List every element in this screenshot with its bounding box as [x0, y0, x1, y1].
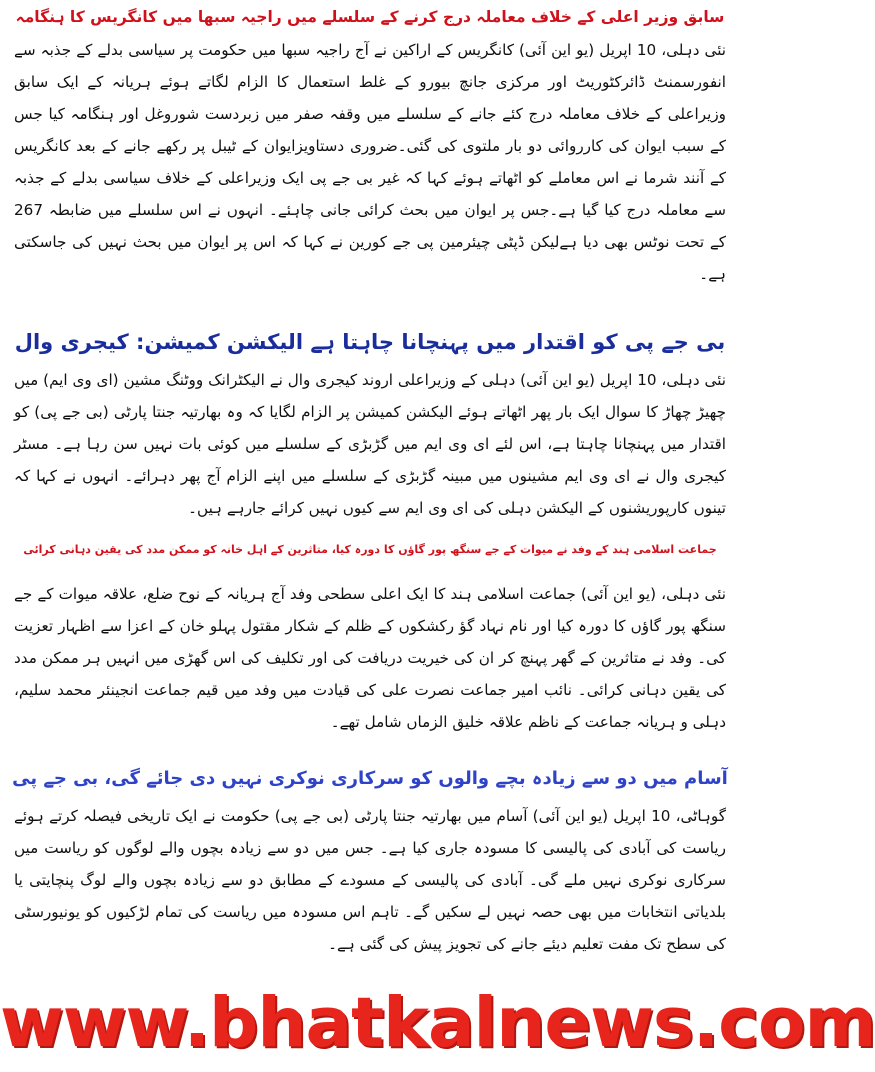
article-body-kejriwal-election-commission: نئی دہلی، 10 اپریل (یو این آئی) دہلی کے وزیراعلی اروند کیجری وال نے الیکٹرانک ووٹنگ مشین (ای وی ایم) میں چھیڑ چھاڑ کا سوال ایک بار پھر اٹھاتے ہوئے الیکشن کمیشن پر الزام لگایا کہ وہ بھارتیہ جنتا پارٹی (بی جے پی) کو اقتدار میں پہنچانا چاہتا ہے، اس لئے ای وی ایم میں گڑبڑی کے سلسلے میں کوئی بات نہیں سن رہا ہے۔ مسٹر کیجری وال نے ای وی ایم مشینوں میں مبینہ گڑبڑی کے سلسلے میں اپنے الزام آج پھر دہرائے۔ انہوں نے کہا کہ تینوں کارپوریشنوں کے الیکشن دہلی کی ای وی ایم سے کیوں نہیں کرائے جارہے ہیں۔	[14, 371, 727, 517]
headline-kejriwal-election-commission: بی جے پی کو اقتدار میں پہنچانا چاہتا ہے الیکشن کمیشن: کیجری وال	[14, 330, 726, 354]
site-logo-url: www.bhatkalnews.com	[0, 983, 875, 1063]
article-body-jamaat-mewat-visit: نئی دہلی، (یو این آئی) جماعت اسلامی ہند کا ایک اعلی سطحی وفد آج ہریانہ کے نوح ضلع، علاقہ میوات کے جے سنگھ پور گاؤں کا دورہ کیا اور نام نہاد گؤ رکشکوں کے ظلم کے شکار مقتول پہلو خان کے اعزا سے اظہار تعزیت کی۔ وفد نے متاثرین کے گھر پہنچ کر ان کی خیریت دریافت کی اور تکلیف کی اس گھڑی میں انہیں ہر ممکن مدد کی یقین دہانی کرائی۔ نائب امیر جماعت نصرت علی کی قیادت میں وفد میں قیم جماعت انجینئر محمد سلیم، دہلی و ہریانہ جماعت کے ناظم علاقہ خلیق الزماں شامل تھے۔	[14, 585, 726, 731]
headline-assam-two-child-policy: آسام میں دو سے زیادہ بچے والوں کو سرکاری نوکری نہیں دی جائے گی، بی جے پی	[12, 768, 728, 789]
article-body-assam-two-child-policy: گوہاٹی، 10 اپریل (یو این آئی) آسام میں بھارتیہ جنتا پارٹی (بی جے پی) حکومت نے ایک تاریخی فیصلہ کرتے ہوئے ریاست کی آبادی کی پالیسی کا مسودہ جاری کیا ہے۔ جس میں دو سے زیادہ بچوں والے لوگوں کو ریاست میں سرکاری نوکری نہیں ملے گی۔ آبادی کی پالیسی کے مسودے کے مطابق دو سے زیادہ بچوں والے لوگ پنچایتی یا بلدیاتی انتخابات میں بھی حصہ نہیں لے سکیں گے۔ تاہم اس مسودہ میں ریاست کی تمام لڑکیوں کو یونیورسٹی کی سطح تک مفت تعلیم دیئے جانے کی تجویز پیش کی گئی ہے۔	[14, 807, 727, 953]
headline-jamaat-mewat-visit: جماعت اسلامی ہند کے وفد نے میوات کے جے سنگھ پور گاؤں کا دورہ کیا، متاثرین کے اہل خانہ کو ممکن مدد کی یقین دہانی کرائی	[23, 543, 717, 556]
article-body-congress-rajya-sabha: نئی دہلی، 10 اپریل (یو این آئی) کانگریس کے اراکین نے آج راجیہ سبھا میں حکومت پر سیاسی بدلے کے جذبہ سے انفورسمنٹ ڈائرکٹوریٹ اور مرکزی جانچ بیورو کے غلط استعمال کا الزام لگاتے ہوئے ہریانہ کے ایک سابق وزیراعلی کے خلاف معاملہ درج کئے جانے کے سلسلے میں وقفہ صفر میں زبردست شوروغل اور ہنگامہ کیا جس کے سبب ایوان کی کارروائی دو بار ملتوی کی گئی۔ضروری دستاویزایوان کے ٹیبل پر رکھے جانے کے بعد کانگریس کے آنند شرما نے اس معاملے کو اٹھاتے ہوئے کہا کہ غیر بی جے پی ایک وزیراعلی کے خلاف سیاسی بدلے کے جذبہ سے معاملہ درج کیا گیا ہے۔جس پر ایوان میں بحث کرائی جانی چاہئے۔ انہوں نے اس سلسلے میں ضابطہ 267 کے تحت نوٹس بھی دیا ہےلیکن ڈپٹی چیئرمین پی جے کورین نے کہا کہ اس پر ایوان میں بحث نہیں کی جاسکتی ہے۔	[14, 41, 726, 283]
headline-congress-rajya-sabha: سابق وزیر اعلی کے خلاف معاملہ درج کرنے کے سلسلے میں راجیہ سبھا میں کانگریس کا ہنگامہ	[15, 8, 725, 26]
